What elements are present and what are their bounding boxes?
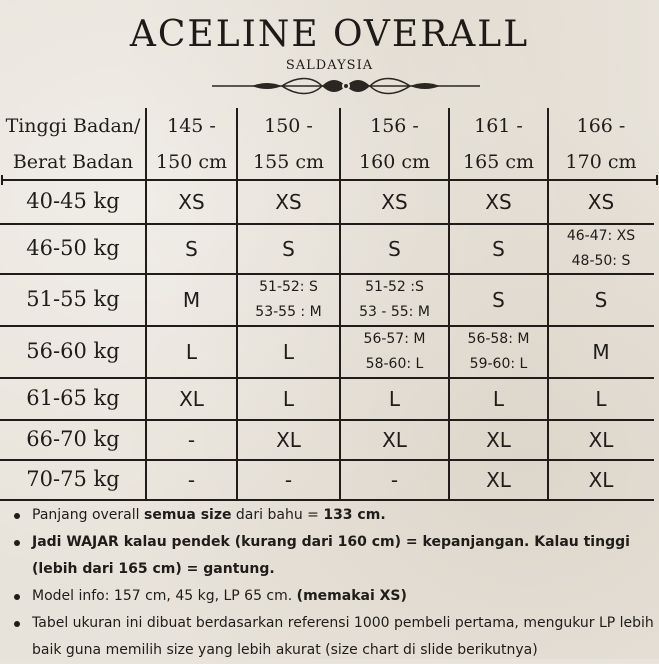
size-cell-line: S <box>492 288 505 312</box>
size-cell <box>146 326 237 378</box>
size-cell <box>237 420 340 460</box>
weight-row-label-line: 66-70 kg <box>26 427 120 452</box>
size-cell-line: M <box>182 288 201 312</box>
size-cell-line: XL <box>486 468 511 492</box>
height-column-header <box>340 108 449 180</box>
note-text: semua size <box>143 507 232 523</box>
weight-row-label-line: 51-55 kg <box>26 287 120 312</box>
size-cell-line: S <box>388 237 401 261</box>
height-column-header <box>146 108 237 180</box>
size-cell <box>449 326 548 378</box>
size-cell-line: 53-55 : M <box>255 304 322 320</box>
size-cell <box>237 274 340 326</box>
size-cell-line: XS <box>381 190 408 214</box>
size-cell-line: L <box>282 387 295 411</box>
weight-row-label-line: 46-50 kg <box>26 236 120 261</box>
size-cell <box>548 180 654 224</box>
size-cell-line: - <box>284 468 293 492</box>
note-item <box>12 583 657 610</box>
size-cell-line: L <box>595 387 607 411</box>
size-cell-line: S <box>492 237 505 261</box>
note-text: Tabel ukuran ini dibuat berdasarkan referensi 1000 pembeli pertama, mengukur LP lebih baik guna memilih size yang lebih akurat (size chart di slide berikutnya) <box>32 615 654 658</box>
page-title: ACELINE OVERALL <box>129 14 530 55</box>
size-cell-line: 51-52: S <box>259 279 318 295</box>
size-cell-line: S <box>594 288 608 312</box>
weight-row-label <box>0 326 146 378</box>
weight-row-label-line: 40-45 kg <box>26 189 120 214</box>
height-column-header <box>548 108 654 180</box>
weight-row-label <box>0 420 146 460</box>
bullet-icon <box>14 594 20 600</box>
weight-row-label <box>0 274 146 326</box>
size-cell-line: L <box>492 387 505 411</box>
size-cell <box>340 326 449 378</box>
note-text: dari bahu = <box>231 507 324 523</box>
size-cell <box>340 420 449 460</box>
height-column-header-line: 150 - <box>264 115 313 137</box>
note-text: 133 cm. <box>323 507 386 523</box>
size-cell <box>548 274 654 326</box>
weight-row-label <box>0 224 146 274</box>
size-cell-line: 58-60: L <box>365 356 424 372</box>
size-cell <box>449 274 548 326</box>
size-cell <box>237 180 340 224</box>
size-cell-line: XS <box>178 190 205 214</box>
bullet-icon <box>14 513 20 519</box>
size-cell <box>146 460 237 500</box>
size-cell-line: 56-57: M <box>363 331 426 347</box>
note-text: (memakai XS) <box>296 588 407 604</box>
size-cell-line: S <box>185 237 198 261</box>
height-column-header-line: 155 cm <box>253 151 324 173</box>
height-column-header-line: 165 cm <box>463 151 534 173</box>
size-cell <box>548 224 654 274</box>
size-cell-line: L <box>282 340 295 364</box>
size-cell <box>548 378 654 420</box>
size-cell-line: XL <box>486 428 511 452</box>
size-cell <box>146 224 237 274</box>
bullet-icon <box>14 621 20 627</box>
size-cell <box>449 378 548 420</box>
weight-row-label-line: 61-65 kg <box>26 386 120 411</box>
note-text: Model info: 157 cm, 45 kg, LP 65 cm. <box>32 588 297 604</box>
weight-row-label <box>0 180 146 224</box>
size-cell-line: XL <box>179 387 204 411</box>
size-cell-line: L <box>185 340 198 364</box>
size-cell <box>146 180 237 224</box>
corner-header <box>0 108 146 180</box>
size-cell-line: 56-58: M <box>467 331 530 347</box>
size-cell <box>449 224 548 274</box>
note-item <box>12 529 657 583</box>
height-column-header-line: 161 - <box>474 115 523 137</box>
size-cell-line: 59-60: L <box>469 356 528 372</box>
note-item <box>12 610 657 664</box>
size-cell <box>146 274 237 326</box>
size-cell-line: XL <box>588 428 614 452</box>
size-cell <box>449 180 548 224</box>
size-cell-line: XS <box>587 190 615 214</box>
size-cell <box>449 420 548 460</box>
size-cell <box>237 326 340 378</box>
size-cell-line: XS <box>275 190 302 214</box>
size-cell <box>146 378 237 420</box>
size-cell-line: XL <box>382 428 407 452</box>
brand-subtitle: SALDAYSIA <box>285 58 374 73</box>
size-cell-line: XL <box>276 428 301 452</box>
size-cell-line: 51-52 :S <box>365 279 424 295</box>
size-cell <box>548 420 654 460</box>
size-cell <box>237 378 340 420</box>
weight-row-label-line: 70-75 kg <box>26 467 120 492</box>
size-cell-line: 48-50: S <box>571 253 631 269</box>
size-cell-line: 46-47: XS <box>566 228 636 244</box>
size-cell <box>340 180 449 224</box>
size-cell <box>237 460 340 500</box>
size-cell-line: - <box>390 468 399 492</box>
weight-row-label <box>0 460 146 500</box>
size-cell-line: S <box>282 237 295 261</box>
height-column-header-line: 156 - <box>370 115 419 137</box>
note-item <box>12 502 657 529</box>
weight-row-label <box>0 378 146 420</box>
height-column-header-line: 160 cm <box>359 151 430 173</box>
note-text: Jadi WAJAR kalau pendek (kurang dari 160 cm) = kepanjangan. Kalau tinggi (lebih dari 165 cm) = gantung. <box>32 534 630 577</box>
size-cell-line: L <box>388 387 401 411</box>
size-cell <box>548 326 654 378</box>
notes-list <box>12 502 657 664</box>
size-cell <box>237 224 340 274</box>
height-column-header-line: 170 cm <box>565 151 637 173</box>
corner-header-line: Berat Badan <box>12 151 134 173</box>
weight-row-label-line: 56-60 kg <box>26 339 120 364</box>
height-column-header <box>449 108 548 180</box>
size-cell-line: M <box>592 340 610 364</box>
size-cell <box>340 460 449 500</box>
height-column-header-line: 150 cm <box>156 151 227 173</box>
size-cell <box>449 460 548 500</box>
corner-header-line: Tinggi Badan/ <box>5 115 141 137</box>
height-column-header-line: 166 - <box>576 115 626 137</box>
size-cell-line: XS <box>485 190 512 214</box>
size-cell-line: XL <box>588 468 614 492</box>
size-cell <box>548 460 654 500</box>
size-cell <box>340 378 449 420</box>
size-cell <box>340 224 449 274</box>
bullet-icon <box>14 540 20 546</box>
size-cell <box>146 420 237 460</box>
size-cell-line: - <box>187 428 196 452</box>
height-column-header-line: 145 - <box>167 115 216 137</box>
size-cell <box>340 274 449 326</box>
size-cell-line: - <box>187 468 196 492</box>
note-text: Panjang overall <box>32 507 144 523</box>
size-cell-line: 53 - 55: M <box>359 304 430 320</box>
height-column-header <box>237 108 340 180</box>
